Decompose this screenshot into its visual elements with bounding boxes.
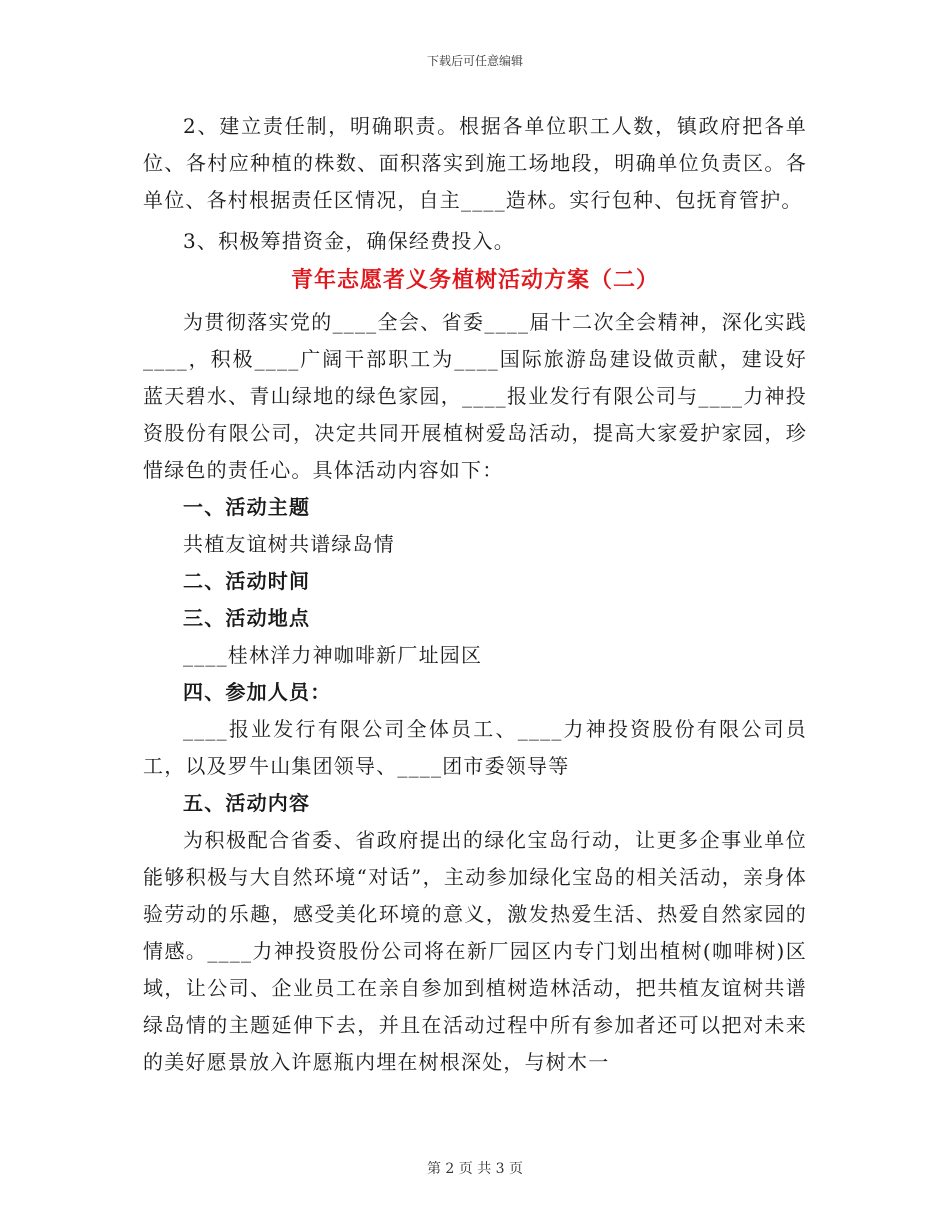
heading-content: 五、活动内容 <box>183 791 311 815</box>
paragraph-theme: 共植友谊树共谱绿岛情 <box>183 532 395 556</box>
section-title: 青年志愿者义务植树活动方案（二） <box>290 267 659 293</box>
paragraph-funding: 3、积极筹措资金，确保经费投入。 <box>183 229 515 253</box>
heading-location: 三、活动地点 <box>183 606 311 630</box>
paragraph-location: ____桂林洋力神咖啡新厂址园区 <box>183 643 483 667</box>
page-number: 第 2 页 共 3 页 <box>426 1161 524 1177</box>
paragraph-participants: ____报业发行有限公司全体员工、____力神投资股份有限公司员工，以及罗牛山集团领导、____团市委领导等 <box>143 717 807 778</box>
document-body <box>143 108 807 1081</box>
page-header-note: 下载后可任意编辑 <box>426 54 523 68</box>
paragraph-responsibility: 2、建立责任制，明确职责。根据各单位职工人数，镇政府把各单位、各村应种植的株数、面积落实到施工场地段，明确单位负责区。各单位、各村根据责任区情况，自主____造林。实行包种、包抚育管护。 <box>143 114 807 212</box>
heading-theme: 一、活动主题 <box>183 495 311 519</box>
heading-time: 二、活动时间 <box>183 569 311 593</box>
paragraph-intro: 为贯彻落实党的____全会、省委____届十二次全会精神，深化实践____，积极____广阔干部职工为____国际旅游岛建设做贡献，建设好蓝天碧水、青山绿地的绿色家园，____报业发行有限公司与____力神投资股份有限公司，决定共同开展植树爱岛活动，提高大家爱护家园，珍惜绿色的责任心。具体活动内容如下： <box>143 310 807 482</box>
heading-participants: 四、参加人员： <box>183 680 332 704</box>
paragraph-content: 为积极配合省委、省政府提出的绿化宝岛行动，让更多企事业单位能够积极与大自然环境“对话”，主动参加绿化宝岛的相关活动，亲身体验劳动的乐趣，感受美化环境的意义，激发热爱生活、热爱自然家园的情感。____力神投资股份公司将在新厂园区内专门划出植树(咖啡树)区域，让公司、企业员工在亲自参加到植树造林活动，把共植友谊树共谱绿岛情的主题延伸下去，并且在活动过程中所有参加者还可以把对未来的美好愿景放入许愿瓶内埋在树根深处，与树木一 <box>143 828 807 1074</box>
